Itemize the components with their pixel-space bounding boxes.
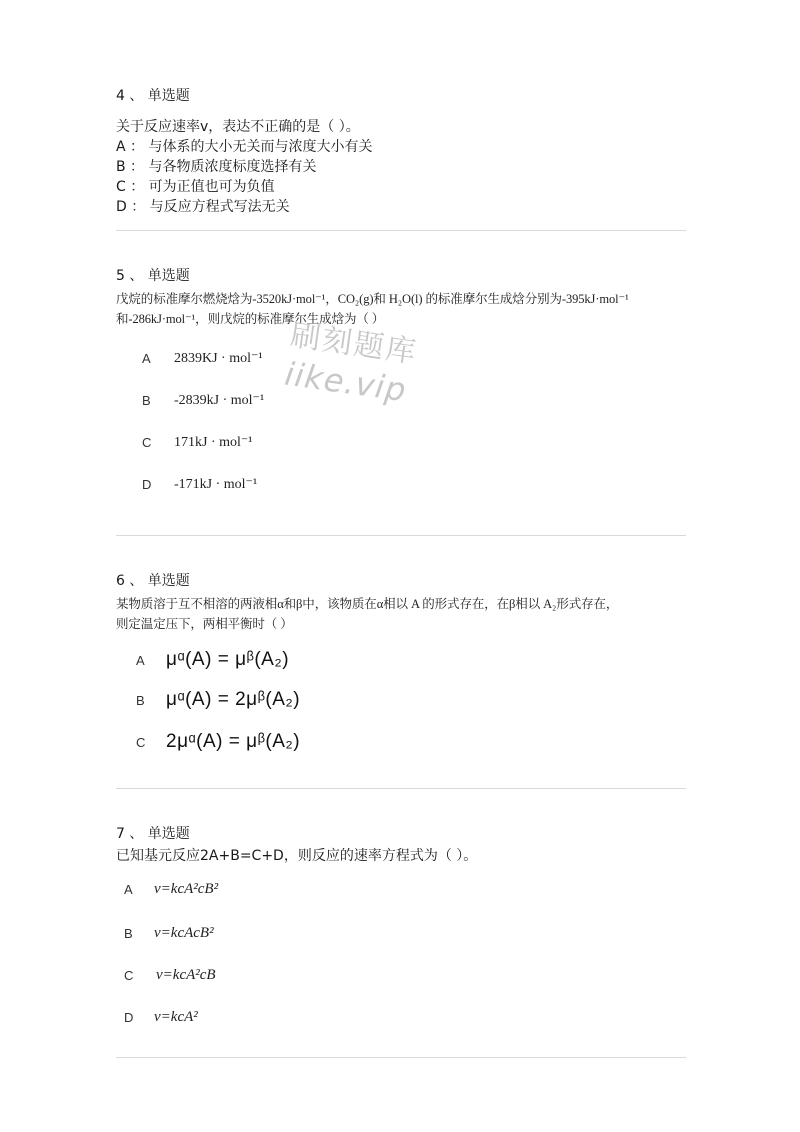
- option-letter: B: [136, 692, 145, 708]
- option-c[interactable]: C ： 可为正值也可为负值: [116, 179, 275, 195]
- question-stem: 关于反应速率v，表达不正确的是（ ）。: [116, 119, 360, 135]
- option-c[interactable]: [142, 430, 252, 454]
- question-stem-line-1: 戊烷的标准摩尔燃烧焓为-3520kJ·mol⁻¹，CO₂(g)和 H₂O(l) 的标准摩尔生成焓分别为-395kJ·mol⁻¹: [116, 292, 629, 306]
- option-letter: D: [124, 1009, 134, 1025]
- divider: [116, 230, 686, 231]
- question-4: [116, 86, 686, 217]
- option-d[interactable]: [124, 1004, 198, 1030]
- option-letter: B: [124, 925, 133, 941]
- option-b[interactable]: B ： 与各物质浓度标度选择有关: [116, 159, 317, 175]
- question-stem-line-1: 某物质溶于互不相溶的两液相α和β中，该物质在α相以 A 的形式存在，在β相以 A₂形式存在，: [116, 597, 619, 611]
- option-value: v=kcA²cB: [156, 966, 216, 983]
- option-value: -2839kJ · mol⁻¹: [174, 392, 265, 408]
- option-letter: A: [142, 350, 151, 366]
- option-value: v=kcA²: [154, 1008, 198, 1025]
- option-letter: C: [136, 734, 146, 750]
- question-stem: 已知基元反应2A+B=C+D，则反应的速率方程式为（ ）。: [116, 848, 478, 864]
- question-header: 7 、 单选题: [116, 826, 190, 842]
- option-value: 171kJ · mol⁻¹: [174, 434, 253, 450]
- option-a[interactable]: A ： 与体系的大小无关而与浓度大小有关: [116, 139, 373, 155]
- option-letter: B: [142, 392, 151, 408]
- option-value: v=kcAcB²: [154, 924, 214, 941]
- option-value: μᵅ(A) = μᵝ(A₂): [166, 649, 290, 670]
- option-b[interactable]: [136, 685, 300, 715]
- option-a[interactable]: [136, 645, 289, 675]
- option-value: v=kcA²cB²: [154, 880, 219, 897]
- option-d[interactable]: D ： 与反应方程式写法无关: [116, 199, 290, 215]
- divider: [116, 788, 686, 789]
- question-header: 6 、 单选题: [116, 573, 190, 589]
- question-stem-line-2: 则定温定压下，两相平衡时（ ）: [116, 617, 293, 631]
- option-value: 2839KJ · mol⁻¹: [174, 350, 263, 366]
- option-letter: A: [124, 881, 133, 897]
- option-value: 2μᵅ(A) = μᵝ(A₂): [166, 731, 301, 752]
- option-c[interactable]: [136, 727, 300, 757]
- option-a[interactable]: [142, 346, 263, 370]
- watermark-line-2: iike.vip: [282, 354, 409, 410]
- question-header: 4 、 单选题: [116, 88, 190, 104]
- option-letter: C: [142, 434, 152, 450]
- option-c[interactable]: [124, 962, 216, 988]
- option-b[interactable]: [142, 388, 264, 412]
- question-6: [116, 571, 686, 761]
- option-d[interactable]: [142, 472, 257, 496]
- question-stem-line-2: 和-286kJ·mol⁻¹，则戊烷的标准摩尔生成焓为（ ）: [116, 312, 385, 326]
- option-letter: A: [136, 652, 145, 668]
- option-a[interactable]: [124, 876, 218, 902]
- option-list: [116, 137, 686, 217]
- divider: [116, 1057, 686, 1058]
- question-header: 5 、 单选题: [116, 268, 190, 284]
- option-b[interactable]: [124, 920, 214, 946]
- option-value: μᵅ(A) = 2μᵝ(A₂): [166, 689, 301, 710]
- option-letter: C: [124, 967, 134, 983]
- divider: [116, 535, 686, 536]
- watermark-line-1: 刷刻题库: [288, 318, 420, 371]
- option-value: -171kJ · mol⁻¹: [174, 476, 258, 492]
- option-letter: D: [142, 476, 152, 492]
- question-7: [116, 824, 686, 1034]
